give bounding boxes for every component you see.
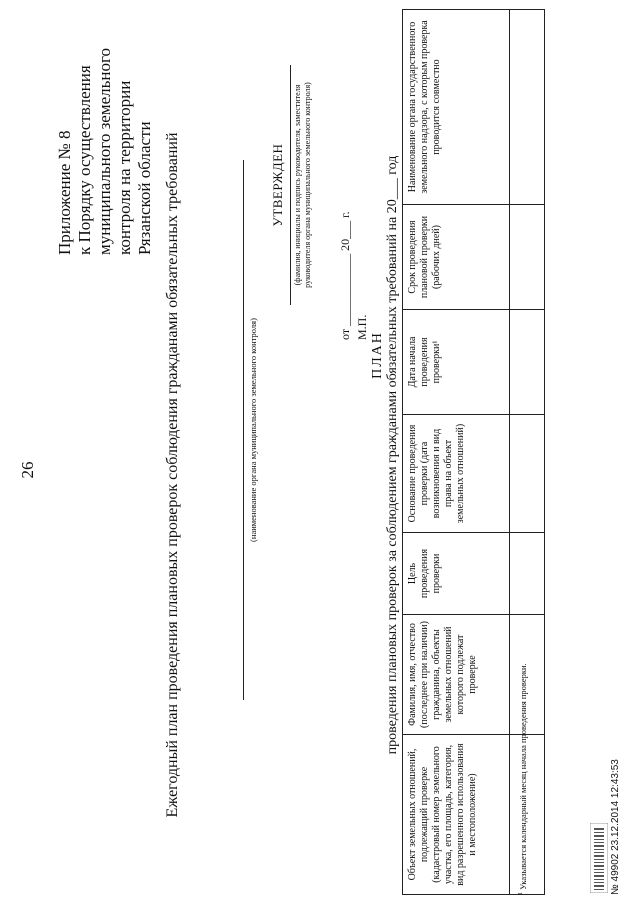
footnote-text: Указывается календарный месяц начала проведения проверки. [518,663,528,890]
column-header: Цель проведения проверки [403,533,510,615]
barcode-icon [590,823,608,893]
appendix-line: Рязанской области [135,121,154,255]
stamp-place: М.П. [355,314,369,340]
plan-title: ПЛАН [370,331,385,379]
column-header: Основание проведения проверки (дата возникновения и вид права на объект земельных отношений) [403,415,510,533]
document-title: Ежегодный план проведения плановых проверок соблюдения гражданами обязательных требований [164,132,181,818]
appendix-line: контроля на территории [115,80,134,255]
appendix-line: муниципального земельного [95,47,114,255]
approval-date: от ____________ 20___ г. [338,211,352,340]
organ-name-line [243,160,244,700]
appendix-note [55,5,155,255]
appendix-line: к Порядку осуществления [75,65,94,255]
page-number: 26 [18,461,37,479]
table-cell [510,205,545,310]
approved-label: УТВЕРЖДЕН [270,143,285,227]
column-header: Срок проведения плановой проверки (рабочих дней) [403,205,510,310]
appendix-line: Приложение № 8 [55,130,74,255]
column-header: Дата начала проведения проверки¹ [403,310,510,415]
column-header: Объект земельных отношений, подлежащий проверке (кадастровый номер земельного участка, его площадь, категория, вид разрешенного использования и местоположение) [403,735,510,895]
footnote [518,295,528,895]
signature-line [290,65,291,305]
signature-caption: (фамилия, инициалы и подпись руководителя, заместителя руководителя органа муниципального земельного контроля) [293,82,312,288]
column-header: Фамилия, имя, отчество (последнее при наличии) гражданина, объекты земельных отношений которого подлежат проверке [403,615,510,735]
footnote-marker: 1 [518,892,525,895]
column-header: Наименование органа государственного земельного надзора, с которым проверка проводится совместно [403,10,510,205]
table-cell [510,10,545,205]
organ-name-caption: (наименование органа муниципального земельного контроля) [248,318,258,542]
plan-subtitle: проведения плановых проверок за соблюдением гражданами обязательных требований на 20___ год [385,155,400,755]
registration-stamp: № 49902 23.12.2014 12:43:53 [610,759,621,895]
table-header-row [403,10,510,895]
